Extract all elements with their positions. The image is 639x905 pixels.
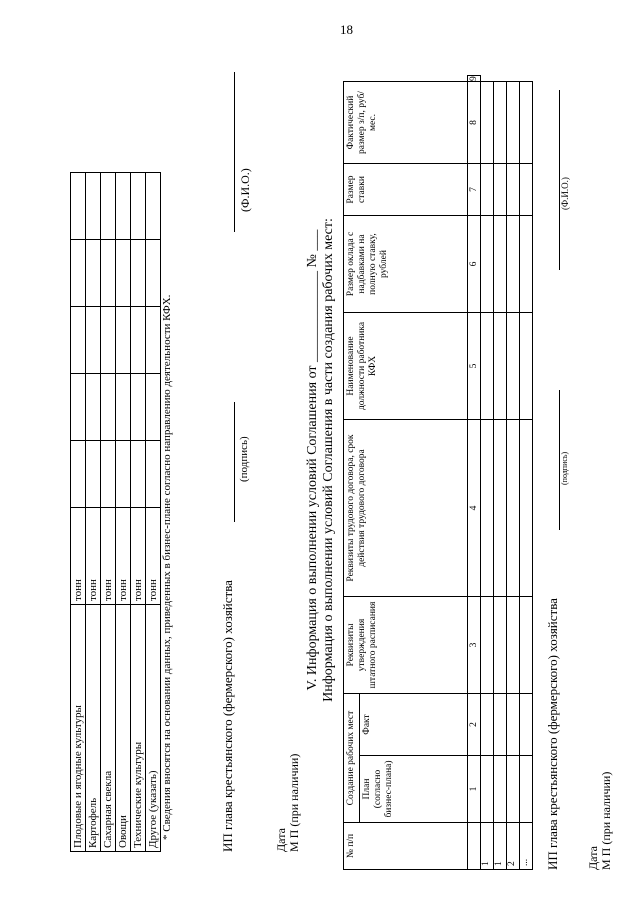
name-line [234,72,235,232]
value-cell [146,307,161,374]
column-number-cell [468,823,481,870]
value-cell [494,420,507,597]
value-cell [101,307,116,374]
value-cell [101,240,116,307]
value-cell [71,441,86,508]
header-contract: Реквизиты трудового договора, срок действия трудового договора [344,420,468,597]
crops-table [70,172,161,852]
section-title: V. Информация о выполнении условий Соглашения от _____________ № ___ [305,229,320,691]
value-cell [131,307,146,374]
crop-name: Картофель [86,605,101,852]
value-cell [507,164,520,216]
value-cell [101,173,116,240]
value-cell [507,694,520,756]
value-cell [494,597,507,694]
value-cell [494,216,507,313]
value-cell [481,420,494,597]
value-cell [520,597,533,694]
value-cell [146,441,161,508]
row-number: 1 [481,823,494,870]
value-cell [507,313,520,420]
column-number: 6 [468,216,481,313]
value-cell [146,374,161,441]
column-number: 3 [468,597,481,694]
row-number: 2 [507,823,520,870]
value-cell [481,164,494,216]
value-cell [507,82,520,164]
column-number: 9 [468,76,479,81]
value-cell [494,694,507,756]
value-cell [520,694,533,756]
header-rate: Размер ставки [344,164,468,216]
row-number: ... [520,823,533,870]
column-number: 5 [468,313,481,420]
column-number: 8 [468,82,481,164]
table-row [494,76,507,870]
signature-line [234,402,235,522]
value-cell [86,173,101,240]
value-cell [101,374,116,441]
crop-unit: тонн [116,508,131,605]
table-row [86,173,101,852]
value-cell [481,694,494,756]
value-cell [86,240,101,307]
page-number: 18 [340,22,353,37]
value-cell [507,420,520,597]
value-cell [116,173,131,240]
header-salary: Размер оклада с надбавками на полную ставку, рублей [344,216,468,313]
signature-block-1 [220,32,260,852]
value-cell [481,216,494,313]
column-number-row [468,76,481,870]
signature-role: ИП глава крестьянского (фермерского) хозяйства [220,580,235,852]
table-row [146,173,161,852]
value-cell [520,164,533,216]
value-cell [131,173,146,240]
name-caption: (Ф.И.О.) [560,177,570,210]
value-cell [116,240,131,307]
column-number: 4 [468,420,481,597]
header-fact: Факт [360,694,468,756]
name-caption: (Ф.И.О.) [238,168,252,212]
header-staffing: Реквизиты утверждения штатного расписания [344,597,468,694]
column-number: 1 [468,756,481,823]
value-cell [481,82,494,164]
value-cell [520,216,533,313]
value-cell [86,307,101,374]
value-cell [71,374,86,441]
stamp-label: М П (при наличии) [599,771,613,870]
table-row [101,173,116,852]
upper-section [70,32,320,852]
crop-name: Технические культуры [131,605,146,852]
crop-unit: тонн [101,508,116,605]
header-creation: Создание рабочих мест [344,694,360,823]
date-stamp-block-1 [275,754,301,852]
value-cell [146,173,161,240]
value-cell [481,597,494,694]
value-cell [86,441,101,508]
value-cell [101,441,116,508]
value-cell [494,313,507,420]
value-cell [116,374,131,441]
value-cell [520,313,533,420]
value-cell [71,240,86,307]
crop-name: Плодовые и ягодные культуры [71,605,86,852]
footnote: * Сведения вносятся на основании данных, приведенных в бизнес-плане согласно направлению деятельности КФХ. [161,294,173,840]
table-row [71,173,86,852]
value-cell [481,313,494,420]
crop-name: Сахарная свекла [101,605,116,852]
header-plan: План (согласно бизнес-плана) [360,756,468,823]
signature-caption: (подпись) [560,451,569,485]
crop-unit: тонн [131,508,146,605]
crop-unit: тонн [71,508,86,605]
crop-name: Другое (указать) [146,605,161,852]
value-cell [146,240,161,307]
value-cell [86,374,101,441]
crop-name: Овощи [116,605,131,852]
value-cell [481,756,494,823]
column-number: 7 [468,164,481,216]
signature-caption: (подпись) [238,436,250,482]
column-number: 2 [468,694,481,756]
row-number: 1 [494,823,507,870]
value-cell [507,216,520,313]
header-actual: Фактический размер з/п, руб/мес. [344,82,468,164]
crop-unit: тонн [146,508,161,605]
value-cell [116,441,131,508]
value-cell [131,441,146,508]
value-cell [507,756,520,823]
date-label: Дата [586,846,600,870]
lower-section [305,50,613,870]
date-label: Дата [274,828,288,852]
signature-block-2 [545,50,585,870]
crop-unit: тонн [86,508,101,605]
value-cell [71,173,86,240]
value-cell [71,307,86,374]
value-cell [520,420,533,597]
value-cell [494,756,507,823]
date-stamp-block-2 [587,772,613,870]
jobs-table [343,75,533,870]
signature-role: ИП глава крестьянского (фермерского) хозяйства [545,598,560,870]
value-cell [520,756,533,823]
table-row [520,76,533,870]
value-cell [507,597,520,694]
section-subtitle: Информация о выполнении условий Соглашения в части создания рабочих мест: [321,218,336,702]
value-cell [494,164,507,216]
value-cell [494,82,507,164]
table-row [507,76,520,870]
header-position: Наименование должности работника КФХ [344,313,468,420]
stamp-label: М П (при наличии) [287,753,301,852]
table-row [131,173,146,852]
value-cell [131,374,146,441]
value-cell [520,82,533,164]
value-cell [116,307,131,374]
header-no: № п/п [344,823,468,870]
table-row [116,173,131,852]
value-cell [131,240,146,307]
table-row [481,76,494,870]
